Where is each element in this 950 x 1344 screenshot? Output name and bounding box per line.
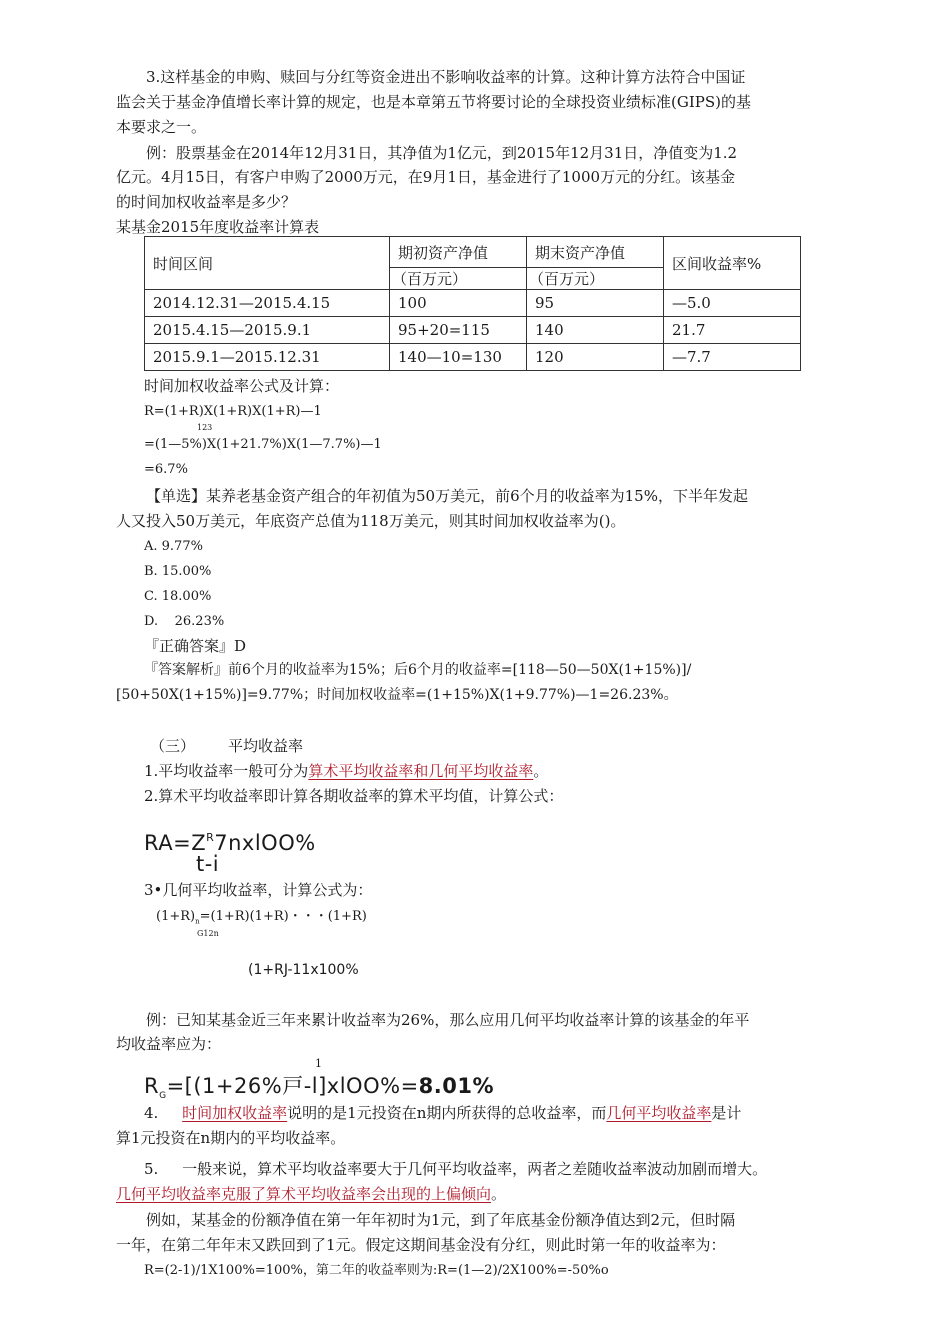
header-return: 区间收益率% — [664, 237, 801, 290]
para3-line2: 监会关于基金净值增长率计算的规定，也是本章第五节将要讨论的全球投资业绩标准(GIPS)的基 — [116, 93, 751, 111]
analysis-line1: 『答案解析』前6个月的收益率为15%；后6个月的收益率=[118—50—50X(1+15%)]/ — [144, 662, 692, 678]
point4-num: 4. — [144, 1104, 159, 1122]
question-line1: 【单选】某养老基金资产组合的年初值为50万美元，前6个月的收益率为15%，下半年发起 — [146, 487, 748, 505]
cell-return: —7.7 — [664, 344, 801, 371]
para3-line3: 本要求之一。 — [116, 118, 207, 136]
point5-num: 5. — [144, 1160, 159, 1178]
header-end-unit: （百万元） — [527, 268, 664, 290]
cell-end: 120 — [527, 344, 664, 371]
table-row — [145, 317, 801, 344]
header-start-unit: （百万元） — [390, 268, 527, 290]
header-start: 期初资产净值 — [390, 237, 527, 268]
cell-period: 2015.9.1—2015.12.31 — [145, 344, 390, 371]
p1-suffix: 。 — [533, 762, 549, 780]
point5-line1 — [144, 1160, 767, 1178]
table-caption: 某基金2015年度收益率计算表 — [116, 218, 320, 236]
answer: 『正确答案』D — [144, 637, 247, 655]
cell-start: 100 — [390, 290, 527, 317]
twr-calc: =(1—5%)X(1+21.7%)X(1—7.7%)—1 — [144, 437, 382, 452]
option-c: C. 18.00% — [144, 589, 212, 604]
geo-formula-head: (1+R) — [156, 909, 196, 924]
geo-formula-rest: =(1+R)(1+R)・・・(1+R) — [199, 909, 367, 924]
rg-r: R — [144, 1074, 160, 1098]
rg-body: =[(1+26%戸-l]xlOO%= — [166, 1074, 419, 1098]
example1-line3: 的时间加权收益率是多少？ — [116, 193, 297, 211]
cell-period: 2014.12.31—2015.4.15 — [145, 290, 390, 317]
point5-line2 — [116, 1185, 506, 1203]
return-table — [144, 236, 801, 371]
header-end: 期末资产净值 — [527, 237, 664, 268]
example3-line2: 一年，在第二年年末又跌回到了1元。假定这期间基金没有分红，则此时第一年的收益率为： — [116, 1236, 726, 1254]
section3-p1 — [144, 762, 548, 780]
point4-end: 是计 — [711, 1104, 742, 1122]
option-a: A. 9.77% — [144, 539, 203, 554]
question-line2: 人又投入50万美元，年底资产总值为118万美元，则其时间加权收益率为()。 — [116, 512, 626, 530]
example2-line2: 均收益率应为： — [116, 1035, 222, 1053]
example1-line2: 亿元。4月15日，有客户申购了2000万元，在9月1日，基金进行了1000万元的分红。该基金 — [116, 168, 736, 186]
twr-title: 时间加权收益率公式及计算： — [144, 377, 340, 395]
analysis-line2: [50+50X(1+15%)]=9.77%；时间加权收益率=(1+15%)X(1+9.77%)—1=26.23%。 — [116, 687, 678, 703]
section3-p2: 2.算术平均收益率即计算各期收益率的算术平均值，计算公式： — [144, 787, 564, 805]
cell-return: 21.7 — [664, 317, 801, 344]
twr-subscript: 123 — [197, 423, 213, 432]
cell-return: —5.0 — [664, 290, 801, 317]
example3-line3: R=(2-1)/1X100%=100%，第二年的收益率则为:R=(1—2)/2X100%=-50%o — [144, 1263, 609, 1278]
ra-formula-rest: 7nxlOO% — [214, 831, 316, 855]
p1-prefix: 1.平均收益率一般可分为 — [144, 762, 309, 780]
table-row — [145, 290, 801, 317]
point4-line2: 算1元投资在n期内的平均收益率。 — [116, 1129, 346, 1147]
section3-p3: 3•几何平均收益率，计算公式为： — [144, 881, 373, 899]
cell-end: 140 — [527, 317, 664, 344]
example3-line1: 例如，某基金的份额净值在第一年年初时为1元，到了年底基金份额净值达到2元，但时隔 — [146, 1211, 736, 1229]
point5-text: 一般来说，算术平均收益率要大于几何平均收益率，两者之差随收益率波动加剧而增大。 — [182, 1160, 768, 1178]
ra-formula-sub: t-i — [196, 852, 220, 876]
option-b: B. 15.00% — [144, 564, 212, 579]
section3-heading: 平均收益率 — [228, 737, 304, 755]
option-d: D. 26.23% — [144, 614, 225, 629]
rg-sub: G — [159, 1091, 167, 1102]
header-period: 时间区间 — [145, 237, 390, 290]
ra-formula — [144, 831, 316, 856]
cell-end: 95 — [527, 290, 664, 317]
point4-line1 — [144, 1104, 741, 1122]
cell-period: 2015.4.15—2015.9.1 — [145, 317, 390, 344]
point4-link2[interactable]: 几何平均收益率 — [606, 1104, 712, 1122]
geo-formula-sup: n — [195, 917, 200, 926]
cell-start: 95+20=115 — [390, 317, 527, 344]
geo-formula2: (1+RJ-11x100% — [248, 962, 359, 978]
ra-formula-sup: R — [206, 831, 215, 844]
twr-formula: R=(1+R)X(1+R)X(1+R)—1 — [144, 404, 322, 419]
point5-link[interactable]: 几何平均收益率克服了算术平均收益率会出现的上偏倾向 — [116, 1185, 492, 1203]
example1-line1: 例：股票基金在2014年12月31日，其净值为1亿元，到2015年12月31日，净值变为1.2 — [146, 144, 738, 162]
cell-start: 140—10=130 — [390, 344, 527, 371]
rg-formula — [144, 1074, 494, 1102]
point5-suffix: 。 — [491, 1185, 507, 1203]
para3-line1: 3.这样基金的申购、赎回与分红等资金进出不影响收益率的计算。这种计算方法符合中国证 — [146, 68, 746, 86]
point4-link1[interactable]: 时间加权收益率 — [182, 1104, 288, 1122]
section3-heading-num: （三） — [150, 737, 196, 755]
rg-result: 8.01% — [418, 1074, 495, 1098]
point4-mid: 说明的是1元投资在n期内所获得的总收益率，而 — [287, 1104, 607, 1122]
table-row — [145, 344, 801, 371]
geo-formula — [156, 909, 367, 926]
ra-formula-head: RA=Z — [144, 831, 207, 855]
rg-exponent: 1 — [315, 1057, 322, 1070]
twr-result: =6.7% — [144, 462, 188, 477]
p1-link[interactable]: 算术平均收益率和几何平均收益率 — [308, 762, 534, 780]
geo-subscript: G12n — [197, 929, 219, 938]
example2-line1: 例：已知某基金近三年来累计收益率为26%，那么应用几何平均收益率计算的该基金的年平 — [146, 1011, 750, 1029]
